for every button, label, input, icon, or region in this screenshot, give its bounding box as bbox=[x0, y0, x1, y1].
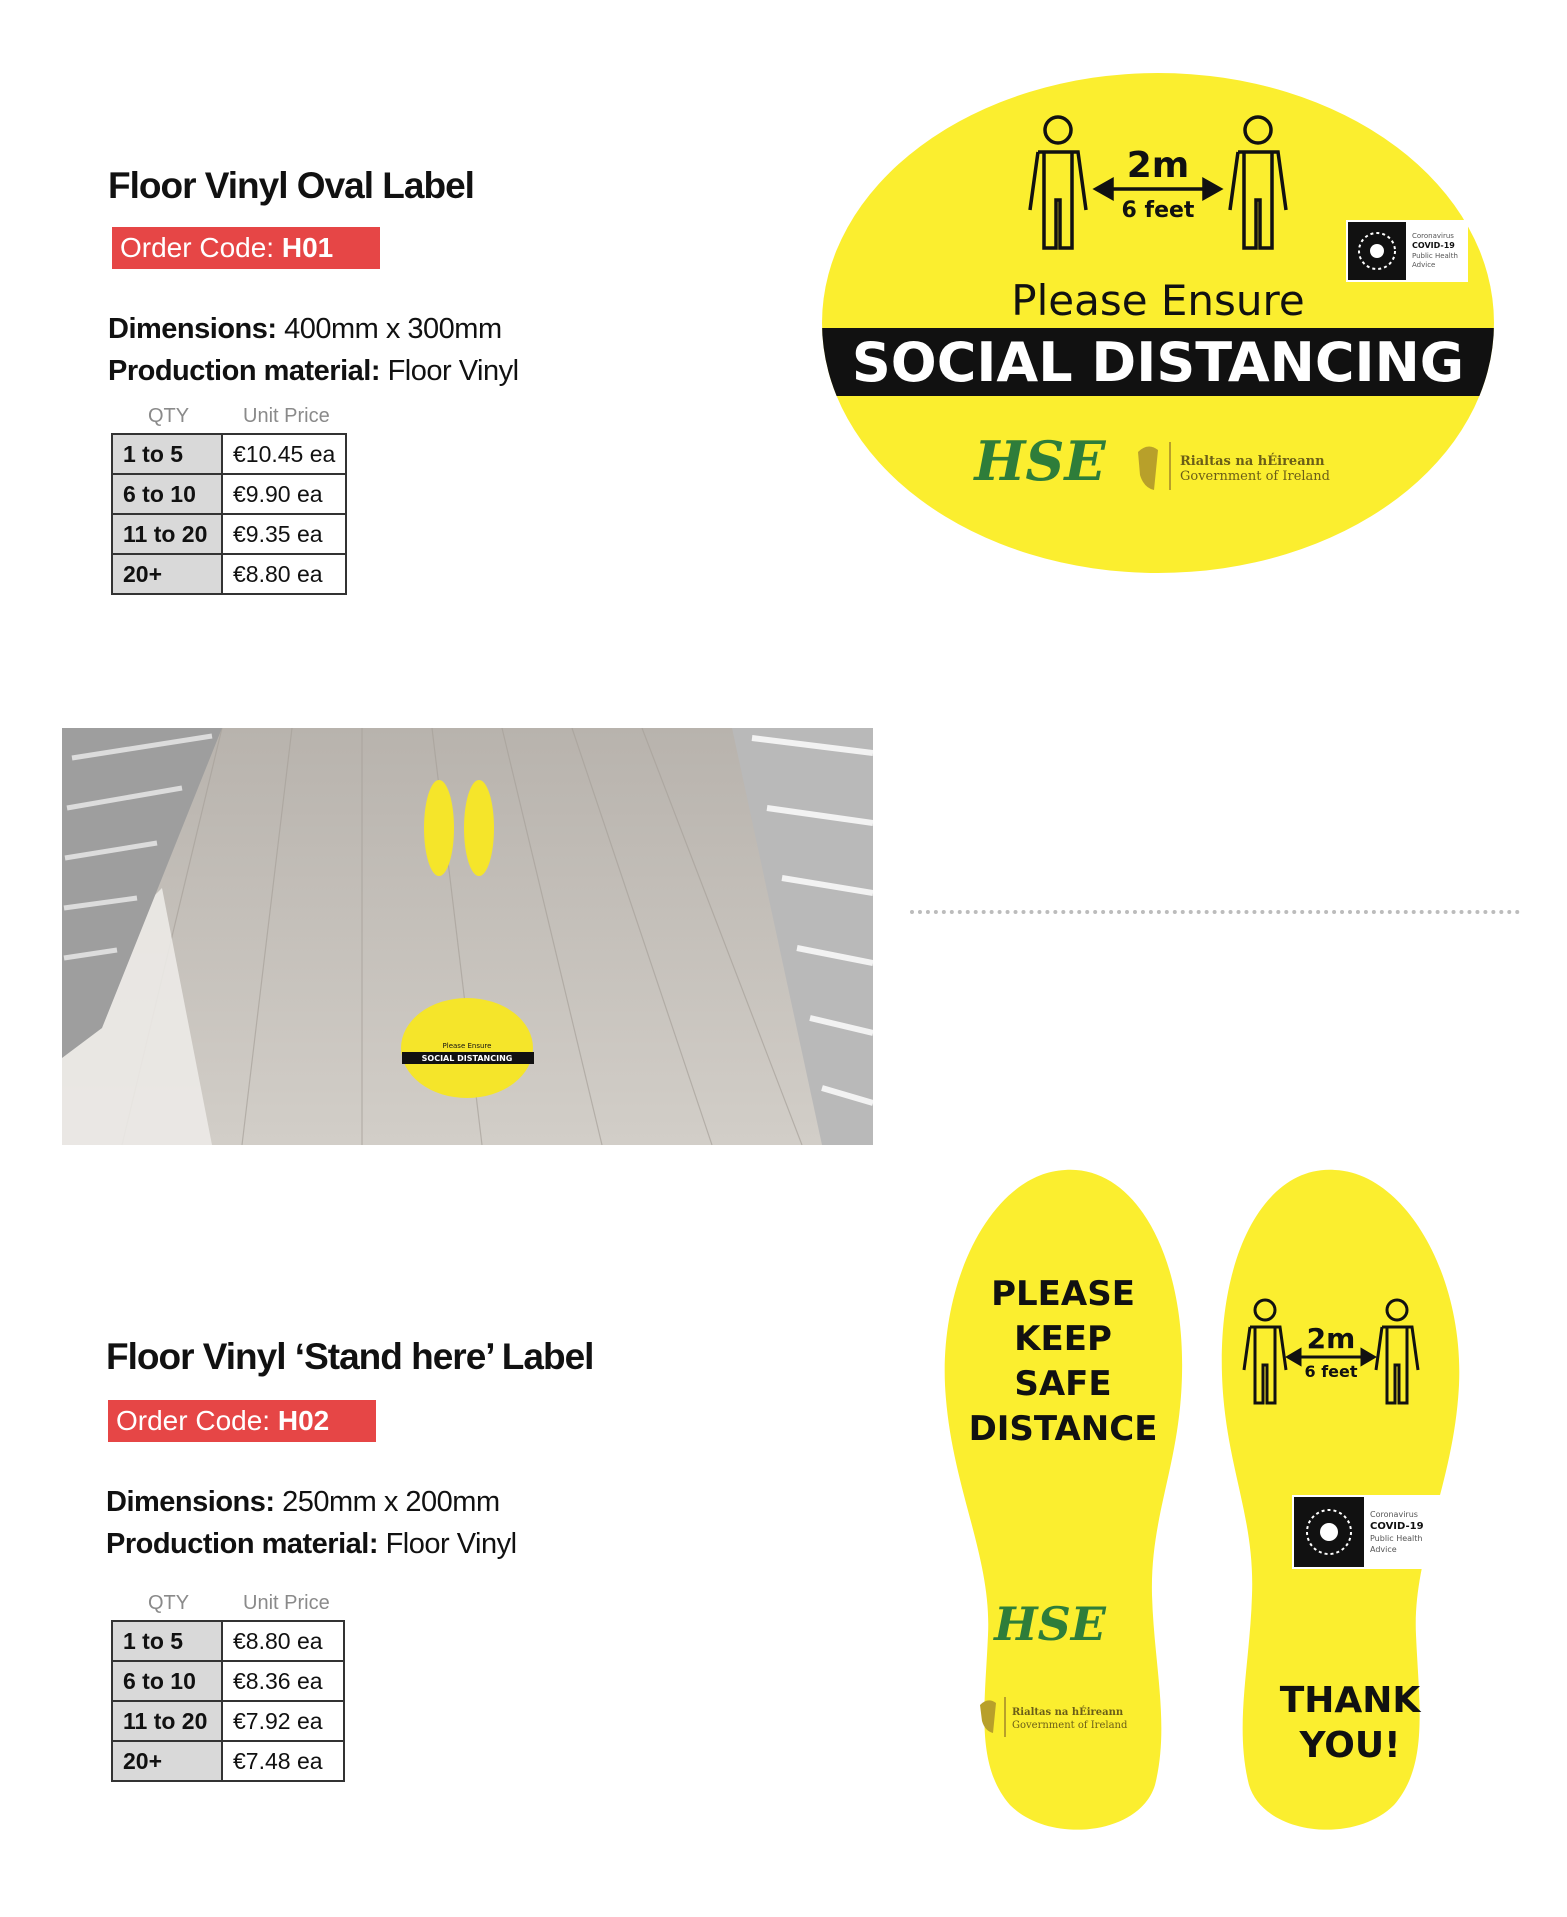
order-code-value: H02 bbox=[277, 1405, 330, 1436]
keep-distance-line: PLEASE bbox=[991, 1274, 1135, 1314]
order-code-badge-h01 bbox=[112, 227, 380, 269]
table-row bbox=[112, 1621, 344, 1661]
badge-title: COVID-19 bbox=[1370, 1521, 1424, 1532]
photo-foot-sticker bbox=[464, 780, 494, 876]
dimensions-value: 250mm x 200mm bbox=[282, 1486, 500, 1518]
table-row bbox=[112, 1741, 344, 1781]
badge-line: Advice bbox=[1412, 261, 1436, 269]
gov-english-text: Government of Ireland bbox=[1012, 1720, 1128, 1731]
qty-cell: 1 to 5 bbox=[112, 434, 222, 474]
keep-distance-line: SAFE bbox=[1014, 1364, 1112, 1404]
thank-you-line: THANK bbox=[1279, 1680, 1421, 1721]
price-cell: €7.48 ea bbox=[222, 1741, 344, 1781]
badge-line: Public Health bbox=[1370, 1534, 1423, 1543]
dimensions-label: Dimensions: bbox=[108, 313, 277, 345]
order-code-label: Order Code: bbox=[116, 1405, 271, 1436]
photo-sticker-line2: SOCIAL DISTANCING bbox=[421, 1054, 513, 1063]
dimensions-row-h01 bbox=[108, 313, 502, 346]
table-row bbox=[112, 554, 346, 594]
table-row bbox=[112, 474, 346, 514]
table-header-qty: QTY bbox=[148, 405, 190, 427]
qty-cell: 20+ bbox=[112, 1741, 222, 1781]
badge-line: Advice bbox=[1370, 1545, 1397, 1554]
gov-irish-text: Rialtas na hÉireann bbox=[1180, 454, 1325, 469]
material-row-h01 bbox=[108, 355, 519, 388]
covid-badge bbox=[1292, 1495, 1444, 1569]
thank-you-line: YOU! bbox=[1299, 1725, 1401, 1766]
order-code-badge-h02 bbox=[108, 1400, 376, 1442]
gov-english-text: Government of Ireland bbox=[1180, 469, 1331, 484]
table-row bbox=[112, 1661, 344, 1701]
distance-feet-text: 6 feet bbox=[1121, 198, 1195, 223]
corridor-photo-graphic bbox=[62, 728, 873, 1145]
badge-line: Coronavirus bbox=[1412, 232, 1454, 240]
product-title-h02: Floor Vinyl ‘Stand here’ Label bbox=[106, 1336, 594, 1377]
please-ensure-text: Please Ensure bbox=[1011, 276, 1305, 325]
covid-badge bbox=[1346, 220, 1468, 282]
table-header-unit-price: Unit Price bbox=[243, 405, 330, 427]
qty-cell: 6 to 10 bbox=[112, 1661, 222, 1701]
dimensions-row-h02 bbox=[106, 1486, 500, 1519]
price-cell: €10.45 ea bbox=[222, 434, 346, 474]
table-row bbox=[112, 434, 346, 474]
feet-sticker-image bbox=[940, 1165, 1480, 1845]
material-value: Floor Vinyl bbox=[385, 1528, 517, 1560]
material-value: Floor Vinyl bbox=[387, 355, 519, 387]
keep-distance-line: KEEP bbox=[1014, 1319, 1112, 1359]
price-cell: €8.36 ea bbox=[222, 1661, 344, 1701]
price-cell: €8.80 ea bbox=[222, 554, 346, 594]
table-row bbox=[112, 514, 346, 554]
distance-feet-text: 6 feet bbox=[1304, 1362, 1358, 1381]
price-cell: €8.80 ea bbox=[222, 1621, 344, 1661]
badge-line: Public Health bbox=[1412, 252, 1458, 260]
gov-irish-text: Rialtas na hÉireann bbox=[1012, 1707, 1124, 1718]
hse-logo: HSE bbox=[994, 1597, 1106, 1651]
product-title-h01: Floor Vinyl Oval Label bbox=[108, 165, 474, 206]
oval-sticker-image bbox=[818, 70, 1498, 575]
material-label: Production material: bbox=[106, 1528, 378, 1560]
corridor-photo bbox=[62, 728, 873, 1145]
price-cell: €9.35 ea bbox=[222, 514, 346, 554]
order-code-value: H01 bbox=[281, 232, 334, 263]
table-row bbox=[112, 1701, 344, 1741]
keep-distance-line: DISTANCE bbox=[968, 1409, 1158, 1449]
social-distancing-text: SOCIAL DISTANCING bbox=[851, 331, 1465, 394]
photo-foot-sticker bbox=[424, 780, 454, 876]
price-table-h02 bbox=[111, 1620, 345, 1782]
qty-cell: 6 to 10 bbox=[112, 474, 222, 514]
price-cell: €7.92 ea bbox=[222, 1701, 344, 1741]
material-row-h02 bbox=[106, 1528, 517, 1561]
badge-title: COVID-19 bbox=[1412, 241, 1455, 250]
dimensions-label: Dimensions: bbox=[106, 1486, 275, 1518]
feet-sticker-graphic bbox=[940, 1165, 1480, 1845]
photo-sticker-line1: Please Ensure bbox=[442, 1042, 492, 1050]
distance-text: 2m bbox=[1306, 1322, 1356, 1355]
order-code-label: Order Code: bbox=[120, 232, 275, 263]
qty-cell: 11 to 20 bbox=[112, 514, 222, 554]
price-table-h01 bbox=[111, 433, 347, 595]
distance-text: 2m bbox=[1126, 145, 1190, 186]
dotted-divider bbox=[910, 910, 1520, 914]
price-cell: €9.90 ea bbox=[222, 474, 346, 514]
hse-logo: HSE bbox=[974, 429, 1106, 493]
material-label: Production material: bbox=[108, 355, 380, 387]
qty-cell: 11 to 20 bbox=[112, 1701, 222, 1741]
oval-sticker-graphic bbox=[818, 70, 1498, 575]
dimensions-value: 400mm x 300mm bbox=[284, 313, 502, 345]
qty-cell: 20+ bbox=[112, 554, 222, 594]
badge-line: Coronavirus bbox=[1370, 1510, 1418, 1519]
table-header-unit-price: Unit Price bbox=[243, 1592, 330, 1614]
table-header-qty: QTY bbox=[148, 1592, 190, 1614]
qty-cell: 1 to 5 bbox=[112, 1621, 222, 1661]
